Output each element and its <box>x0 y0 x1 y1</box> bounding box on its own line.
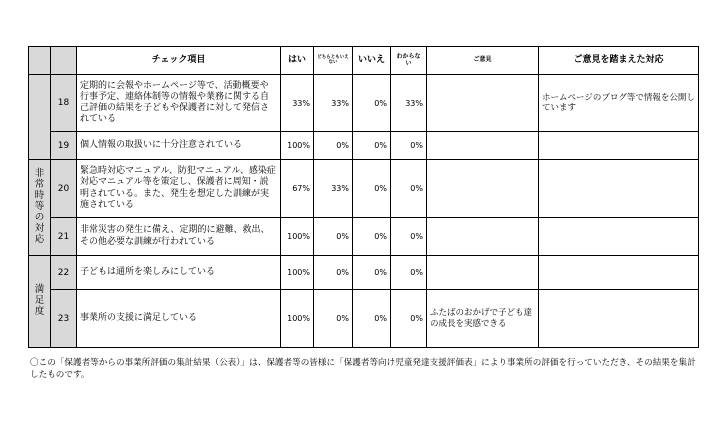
check-item-text: 非常災害の発生に備え、定期的に避難、救出、その他必要な訓練が行われている <box>77 218 281 256</box>
response-cell <box>539 256 699 290</box>
row-number: 19 <box>51 132 77 160</box>
opinion-cell <box>427 218 539 256</box>
header-blank-number <box>51 47 77 75</box>
unknown-percent: 0% <box>391 160 427 218</box>
no-percent: 0% <box>353 75 391 132</box>
response-cell: ホームページのブログ等で情報を公開しています <box>539 75 699 132</box>
neither-percent: 0% <box>314 218 353 256</box>
table-row <box>29 75 699 132</box>
no-percent: 0% <box>353 132 391 160</box>
table-row <box>29 290 699 348</box>
header-check-item: チェック項目 <box>77 47 281 75</box>
section-blank <box>29 75 51 160</box>
opinion-cell <box>427 132 539 160</box>
row-number: 18 <box>51 75 77 132</box>
unknown-percent: 0% <box>391 218 427 256</box>
neither-percent: 0% <box>314 256 353 290</box>
no-percent: 0% <box>353 256 391 290</box>
row-number: 22 <box>51 256 77 290</box>
no-percent: 0% <box>353 218 391 256</box>
yes-percent: 33% <box>281 75 314 132</box>
check-item-text: 個人情報の取扱いに十分注意されている <box>77 132 281 160</box>
neither-percent: 33% <box>314 160 353 218</box>
opinion-cell <box>427 75 539 132</box>
no-percent: 0% <box>353 290 391 348</box>
row-number: 20 <box>51 160 77 218</box>
response-cell <box>539 218 699 256</box>
neither-percent: 33% <box>314 75 353 132</box>
table-row <box>29 218 699 256</box>
header-neither: どちらともいえない <box>314 47 353 75</box>
table-row <box>29 132 699 160</box>
yes-percent: 100% <box>281 290 314 348</box>
check-item-text: 事業所の支援に満足している <box>77 290 281 348</box>
unknown-percent: 0% <box>391 290 427 348</box>
unknown-percent: 0% <box>391 132 427 160</box>
response-cell <box>539 132 699 160</box>
evaluation-table <box>28 46 699 348</box>
section-label-emergency: 非常時等の対応 <box>29 160 51 256</box>
unknown-percent: 33% <box>391 75 427 132</box>
yes-percent: 100% <box>281 132 314 160</box>
unknown-percent: 0% <box>391 256 427 290</box>
check-item-text: 緊急時対応マニュアル、防犯マニュアル、感染症対応マニュアル等を策定し、保護者に周知・説明されている。また、発生を想定した訓練が実施されている <box>77 160 281 218</box>
no-percent: 0% <box>353 160 391 218</box>
row-number: 23 <box>51 290 77 348</box>
section-label-satisfaction: 満足度 <box>29 256 51 348</box>
opinion-cell <box>427 256 539 290</box>
neither-percent: 0% <box>314 290 353 348</box>
header-yes: はい <box>281 47 314 75</box>
header-unknown: わからない <box>391 47 427 75</box>
opinion-cell <box>427 160 539 218</box>
response-cell <box>539 160 699 218</box>
header-response: ご意見を踏まえた対応 <box>539 47 699 75</box>
opinion-cell: ふたばのおかげで子ども達の成長を実感できる <box>427 290 539 348</box>
yes-percent: 67% <box>281 160 314 218</box>
check-item-text: 定期的に会報やホームページ等で、活動概要や行事予定、連絡体制等の情報や業務に関する自己評価の結果を子どもや保護者に対して発信されている <box>77 75 281 132</box>
footnote: 〇この「保護者等からの事業所評価の集計結果（公表）」は、保護者等の皆様に「保護者等向け児童発達支援評価表」により事業所の評価を行っていただき、その結果を集計したものです。 <box>30 358 696 380</box>
header-blank-section <box>29 47 51 75</box>
check-item-text: 子どもは通所を楽しみにしている <box>77 256 281 290</box>
row-number: 21 <box>51 218 77 256</box>
table-row <box>29 256 699 290</box>
table-row <box>29 160 699 218</box>
header-opinion: ご意見 <box>427 47 539 75</box>
header-no: いいえ <box>353 47 391 75</box>
neither-percent: 0% <box>314 132 353 160</box>
yes-percent: 100% <box>281 256 314 290</box>
response-cell <box>539 290 699 348</box>
yes-percent: 100% <box>281 218 314 256</box>
header-row <box>29 47 699 75</box>
